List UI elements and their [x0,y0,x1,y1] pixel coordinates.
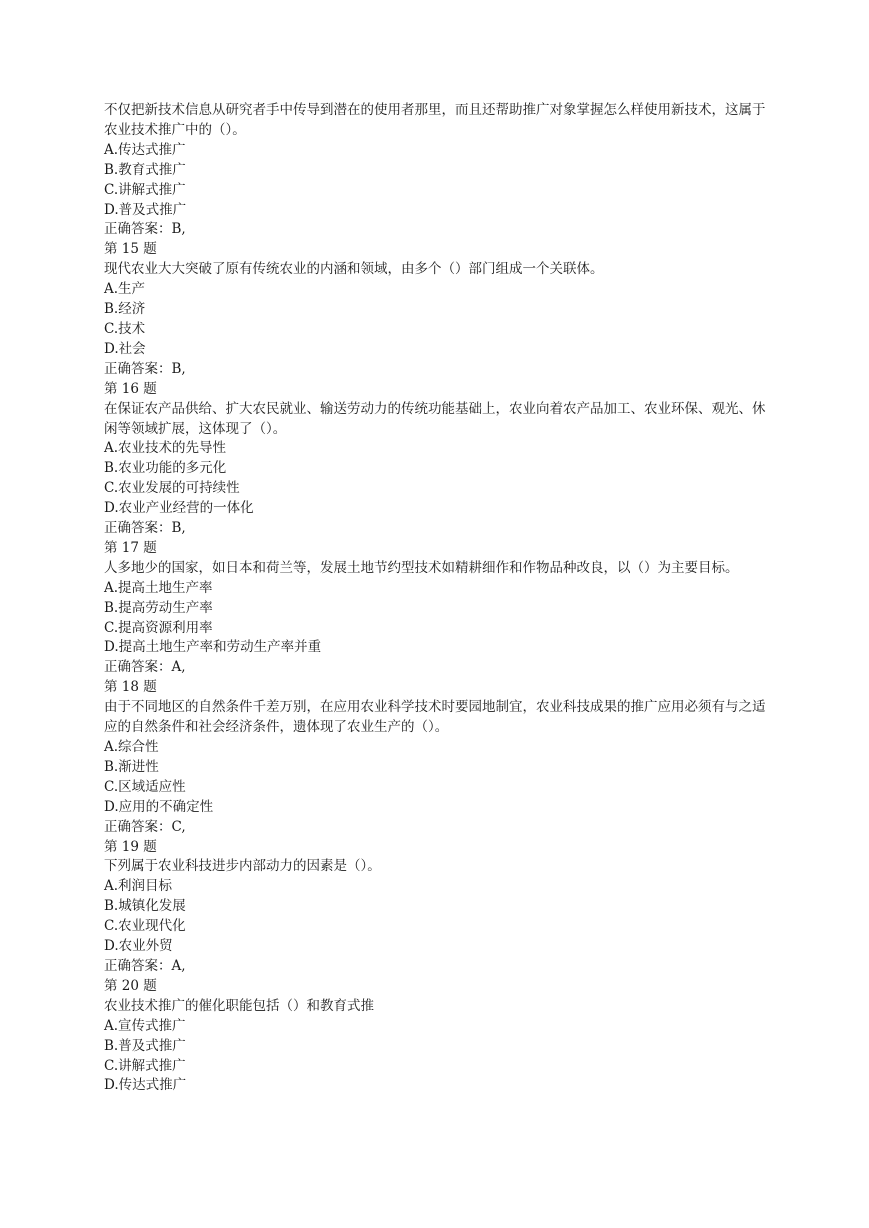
question-number: 第 17 题 [104,539,157,556]
question-block-17 [104,539,769,678]
option-c: C.技术 [104,320,146,337]
option-c: C.讲解式推广 [104,1057,186,1074]
question-stem: 下列属于农业科技进步内部动力的因素是（）。 [104,858,381,875]
option-d: D.应用的不确定性 [104,798,214,815]
option-d: D.农业外贸 [104,938,173,955]
question-number: 第 15 题 [104,241,157,258]
option-a: A.农业技术的先导性 [104,440,227,457]
option-d: D.社会 [104,340,146,357]
option-b: B.城镇化发展 [104,898,186,915]
option-a: A.传达式推广 [104,141,186,158]
correct-answer: 正确答案：B, [104,360,186,377]
question-number: 第 19 题 [104,838,157,855]
option-c: C.农业发展的可持续性 [104,480,240,497]
question-block-15 [104,240,769,379]
question-block-19 [104,838,769,977]
option-c: C.讲解式推广 [104,181,186,198]
question-stem: 不仅把新技术信息从研究者手中传导到潜在的使用者那里，而且还帮助推广对象掌握怎么样使用新技术，这属于农业技术推广中的（）。 [104,102,766,138]
option-b: B.经济 [104,301,146,318]
option-a: A.宣传式推广 [104,1017,186,1034]
correct-answer: 正确答案：B, [104,221,186,238]
question-stem: 现代农业大大突破了原有传统农业的内涵和领域，由多个（）部门组成一个关联体。 [104,261,604,278]
option-a: A.生产 [104,281,146,298]
question-number: 第 20 题 [104,977,157,994]
question-stem: 人多地少的国家，如日本和荷兰等，发展土地节约型技术如精耕细作和作物品种改良，以（）为主要目标。 [104,559,739,576]
question-stem: 在保证农产品供给、扩大农民就业、输送劳动力的传统功能基础上，农业向着农产品加工、农业环保、观光、休闲等领域扩展，这体现了（）。 [104,400,766,437]
option-b: B.农业功能的多元化 [104,460,227,477]
correct-answer: 正确答案：A, [104,957,186,974]
question-block-16 [104,380,769,539]
correct-answer: 正确答案：C, [104,818,186,835]
question-stem: 农业技术推广的催化职能包括（）和教育式推 [104,997,374,1014]
question-stem: 由于不同地区的自然条件千差万别，在应用农业科学技术时要园地制宜，农业科技成果的推广应用必须有与之适应的自然条件和社会经济条件，遗体现了农业生产的（）。 [104,699,766,736]
correct-answer: 正确答案：B, [104,520,186,537]
option-c: C.提高资源利用率 [104,619,213,636]
option-c: C.农业现代化 [104,918,186,935]
question-block-20 [104,977,769,1096]
question-number: 第 18 题 [104,679,157,696]
question-number: 第 16 题 [104,380,157,397]
option-b: B.教育式推广 [104,161,186,178]
option-a: A.综合性 [104,739,159,755]
option-d: D.传达式推广 [104,1077,187,1094]
option-b: B.渐进性 [104,758,159,775]
correct-answer: 正确答案：A, [104,659,186,676]
question-block-18 [104,678,769,837]
option-b: B.提高劳动生产率 [104,599,213,616]
option-a: A.利润目标 [104,878,173,895]
option-d: D.普及式推广 [104,201,187,218]
option-d: D.提高土地生产率和劳动生产率并重 [104,639,322,656]
option-a: A.提高土地生产率 [104,579,213,596]
option-b: B.普及式推广 [104,1037,186,1054]
document-page [104,101,769,1096]
question-block-14 [104,101,769,240]
option-d: D.农业产业经营的一体化 [104,500,254,517]
option-c: C.区域适应性 [104,778,186,795]
